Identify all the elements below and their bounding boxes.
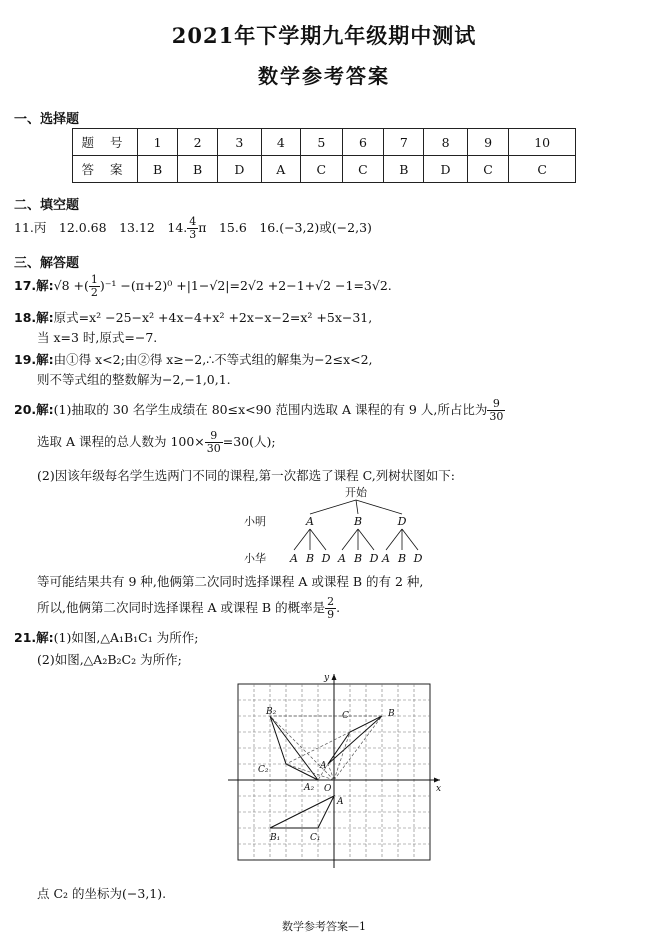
q21-line2: (2)如图,△A₂B₂C₂ 为所作;: [37, 652, 182, 667]
table-cell: C: [342, 156, 384, 183]
page-footer: 数学参考答案—1: [282, 920, 366, 933]
table-cell: 7: [384, 129, 424, 156]
q18-line2: 当 x=3 时,原式=−7.: [37, 330, 158, 345]
table-cell: B: [138, 156, 178, 183]
point-label-c2: C₂: [258, 765, 269, 775]
table-cell: D: [218, 156, 261, 183]
q20-line2: 选取 A 课程的总人数为 100× $\frac{9}{30}$ =30(人);: [37, 429, 276, 455]
fill-text-b: π 15.6 16.(−3,2)或(−2,3): [198, 220, 372, 235]
tree-node: A: [306, 515, 314, 528]
tree-leaf: A: [382, 552, 390, 565]
table-cell: 4: [261, 129, 300, 156]
table-cell: 3: [218, 129, 261, 156]
table-cell: D: [424, 156, 467, 183]
table-cell: C: [509, 156, 576, 183]
fraction: $\frac{4}{3}$: [189, 215, 197, 241]
table-header-answer: 答 案: [73, 156, 138, 183]
q20-line3: (2)因该年级每名学生选两门不同的课程,第一次都选了课程 C,列树状图如下:: [37, 468, 455, 483]
point-label-c1: C₁: [310, 833, 321, 843]
q21-line3: 点 C₂ 的坐标为(−3,1).: [37, 886, 167, 901]
q17: 17.解:√8 +( $\frac{1}{2}$ )⁻¹ −(π+2)⁰ +|1−√2|=2√2 +2−1+√2 −1=3√2.: [14, 273, 392, 299]
table-cell: C: [301, 156, 343, 183]
table-cell: 2: [178, 129, 218, 156]
tree-leaf: B: [397, 552, 407, 565]
tree-leaf: D: [369, 552, 379, 565]
point-label-b1: B₁: [270, 833, 281, 843]
table-header-number: 题 号: [73, 129, 138, 156]
fraction: $\frac{9}{30}$: [206, 429, 221, 455]
point-label-b2: B₂: [266, 707, 277, 717]
section-fill: 二、填空题: [14, 198, 80, 213]
answer-table: [72, 128, 576, 183]
fill-text-a: 11.丙 12.0.68 13.12 14.: [14, 220, 188, 235]
tree-leaf: A: [338, 552, 346, 565]
tree-leaf: D: [321, 552, 331, 565]
section-solve: 三、解答题: [14, 256, 80, 271]
tree-diagram: [240, 484, 440, 568]
table-cell: 10: [509, 129, 576, 156]
page-subtitle: 数学参考答案: [258, 64, 390, 88]
fill-answers: [14, 216, 372, 241]
tree-row-label-xiaohua: 小华: [244, 552, 266, 565]
table-cell: 5: [301, 129, 343, 156]
tree-leaf: A: [290, 552, 298, 565]
q20-line5: 所以,他俩第二次同时选择课程 A 或课程 B 的概率是 $\frac{2}{9}$ .: [37, 595, 341, 621]
q19-line1: 19.解:由①得 x<2;由②得 x≥−2,∴不等式组的解集为−2≤x<2,: [14, 352, 373, 367]
q21-line1: 21.解:(1)如图,△A₁B₁C₁ 为所作;: [14, 630, 199, 645]
coordinate-grid-figure: [226, 670, 446, 870]
point-label-a1: A: [337, 797, 344, 807]
section-choice: 一、选择题: [14, 112, 80, 127]
y-axis-label: y: [324, 673, 330, 683]
q19-line2: 则不等式组的整数解为−2,−1,0,1.: [37, 372, 231, 387]
tree-node: B: [353, 515, 363, 528]
tree-leaf: D: [413, 552, 423, 565]
fraction: $\frac{2}{9}$: [327, 595, 335, 621]
table-cell: 8: [424, 129, 467, 156]
tree-node: D: [397, 515, 407, 528]
tree-leaf: B: [305, 552, 315, 565]
table-cell: A: [261, 156, 300, 183]
q20-line1: 20.解:(1)抽取的 30 名学生成绩在 80≤x<90 范围内选取 A 课程的有 9 人,所占比为 $\frac{9}{30}$: [14, 397, 504, 423]
table-cell: B: [384, 156, 424, 183]
point-label-a2: A₂: [304, 783, 315, 793]
tree-leaf: B: [353, 552, 363, 565]
triangle-abc: [328, 716, 382, 764]
table-cell: 1: [138, 129, 178, 156]
page-title: 2021年下学期九年级期中测试: [171, 23, 477, 48]
table-cell: B: [178, 156, 218, 183]
tree-start: 开始: [345, 486, 367, 499]
table-cell: 9: [467, 129, 509, 156]
table-row-numbers: [73, 129, 576, 156]
point-label-c: C: [342, 711, 349, 721]
fraction: $\frac{9}{30}$: [489, 397, 504, 423]
tree-row-label-xiaoming: 小明: [244, 515, 266, 528]
point-label-b: B: [388, 709, 395, 719]
fraction: $\frac{1}{2}$: [90, 273, 98, 299]
origin-label: O: [324, 784, 332, 794]
x-axis-label: x: [436, 784, 442, 794]
q18-line1: 18.解:原式=x² −25−x² +4x−4+x² +2x−x−2=x² +5x−31,: [14, 310, 373, 325]
table-cell: C: [467, 156, 509, 183]
q20-line4: 等可能结果共有 9 种,他俩第二次同时选择课程 A 或课程 B 的有 2 种,: [37, 574, 424, 589]
point-label-a: A: [320, 761, 327, 771]
table-cell: 6: [342, 129, 384, 156]
table-row-answers: [73, 156, 576, 183]
